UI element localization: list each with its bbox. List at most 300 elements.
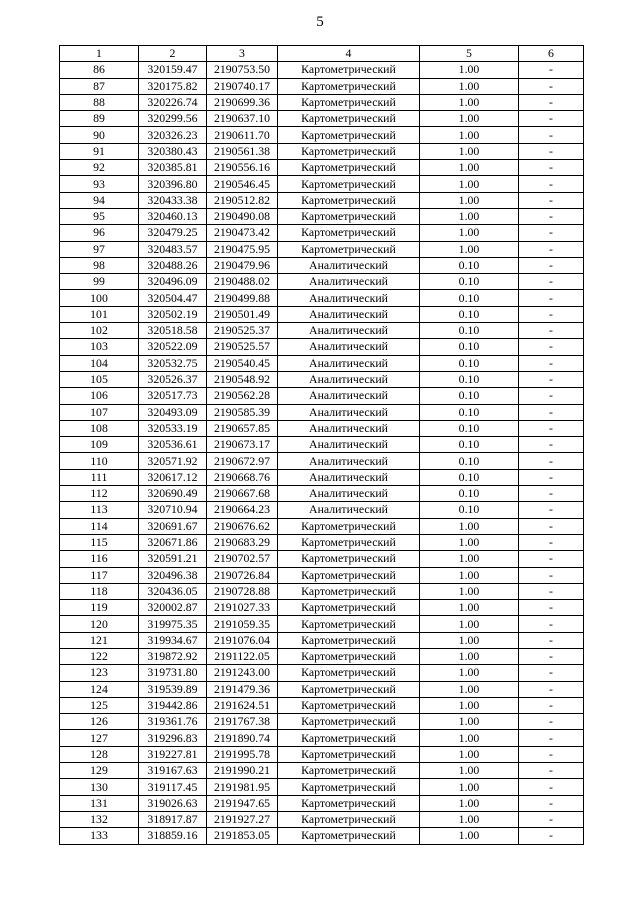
accuracy-cell: 0.10 [420,355,519,371]
accuracy-cell: 1.00 [420,632,519,648]
x-coordinate-cell: 320002.87 [139,600,207,616]
table-row [60,616,584,632]
y-coordinate-cell: 2191990.21 [207,763,278,779]
note-cell: - [519,437,584,453]
note-cell: - [519,779,584,795]
note-cell: - [519,225,584,241]
accuracy-cell: 1.00 [420,795,519,811]
table-row [60,62,584,78]
point-number-cell: 105 [60,371,139,387]
table-row [60,127,584,143]
accuracy-cell: 0.10 [420,437,519,453]
x-coordinate-cell: 320617.12 [139,469,207,485]
table-row [60,420,584,436]
point-number-cell: 86 [60,62,139,78]
accuracy-cell: 0.10 [420,323,519,339]
method-cell: Аналитический [278,437,420,453]
accuracy-cell: 1.00 [420,551,519,567]
note-cell: - [519,746,584,762]
point-number-cell: 126 [60,714,139,730]
accuracy-cell: 1.00 [420,616,519,632]
note-cell: - [519,730,584,746]
table-row [60,795,584,811]
x-coordinate-cell: 320436.05 [139,583,207,599]
note-cell: - [519,828,584,844]
table-row [60,567,584,583]
table-row [60,665,584,681]
x-coordinate-cell: 320299.56 [139,111,207,127]
note-cell: - [519,795,584,811]
x-coordinate-cell: 320496.38 [139,567,207,583]
note-cell: - [519,323,584,339]
column-header: 4 [278,46,420,62]
point-number-cell: 107 [60,404,139,420]
x-coordinate-cell: 320159.47 [139,62,207,78]
point-number-cell: 131 [60,795,139,811]
point-number-cell: 127 [60,730,139,746]
accuracy-cell: 1.00 [420,828,519,844]
x-coordinate-cell: 319361.76 [139,714,207,730]
y-coordinate-cell: 2190664.23 [207,502,278,518]
point-number-cell: 121 [60,632,139,648]
point-number-cell: 106 [60,388,139,404]
table-row [60,241,584,257]
table-row [60,469,584,485]
point-number-cell: 102 [60,323,139,339]
point-number-cell: 87 [60,78,139,94]
y-coordinate-cell: 2191122.05 [207,648,278,664]
accuracy-cell: 1.00 [420,567,519,583]
note-cell: - [519,811,584,827]
accuracy-cell: 0.10 [420,371,519,387]
note-cell: - [519,257,584,273]
x-coordinate-cell: 318859.16 [139,828,207,844]
table-row [60,388,584,404]
method-cell: Аналитический [278,486,420,502]
point-number-cell: 114 [60,518,139,534]
method-cell: Картометрический [278,143,420,159]
note-cell: - [519,632,584,648]
note-cell: - [519,534,584,550]
accuracy-cell: 1.00 [420,648,519,664]
coordinates-table [59,45,584,845]
y-coordinate-cell: 2190488.02 [207,274,278,290]
note-cell: - [519,502,584,518]
point-number-cell: 93 [60,176,139,192]
note-cell: - [519,763,584,779]
note-cell: - [519,274,584,290]
note-cell: - [519,681,584,697]
x-coordinate-cell: 319296.83 [139,730,207,746]
point-number-cell: 133 [60,828,139,844]
x-coordinate-cell: 320504.47 [139,290,207,306]
y-coordinate-cell: 2190637.10 [207,111,278,127]
x-coordinate-cell: 319934.67 [139,632,207,648]
table-row [60,648,584,664]
y-coordinate-cell: 2191479.36 [207,681,278,697]
note-cell: - [519,208,584,224]
point-number-cell: 118 [60,583,139,599]
accuracy-cell: 1.00 [420,665,519,681]
method-cell: Картометрический [278,551,420,567]
point-number-cell: 119 [60,600,139,616]
point-number-cell: 112 [60,486,139,502]
method-cell: Аналитический [278,306,420,322]
accuracy-cell: 0.10 [420,257,519,273]
accuracy-cell: 1.00 [420,714,519,730]
table-row [60,583,584,599]
x-coordinate-cell: 319026.63 [139,795,207,811]
point-number-cell: 97 [60,241,139,257]
table-row [60,763,584,779]
y-coordinate-cell: 2190525.37 [207,323,278,339]
note-cell: - [519,551,584,567]
accuracy-cell: 1.00 [420,730,519,746]
method-cell: Аналитический [278,502,420,518]
x-coordinate-cell: 320518.58 [139,323,207,339]
note-cell: - [519,616,584,632]
x-coordinate-cell: 320526.37 [139,371,207,387]
point-number-cell: 117 [60,567,139,583]
note-cell: - [519,62,584,78]
table-row [60,160,584,176]
y-coordinate-cell: 2190702.57 [207,551,278,567]
y-coordinate-cell: 2191927.27 [207,811,278,827]
y-coordinate-cell: 2190561.38 [207,143,278,159]
accuracy-cell: 0.10 [420,502,519,518]
column-header: 3 [207,46,278,62]
table-row [60,192,584,208]
table-row [60,208,584,224]
x-coordinate-cell: 320433.38 [139,192,207,208]
accuracy-cell: 0.10 [420,388,519,404]
note-cell: - [519,339,584,355]
y-coordinate-cell: 2190683.29 [207,534,278,550]
y-coordinate-cell: 2190726.84 [207,567,278,583]
accuracy-cell: 1.00 [420,779,519,795]
table-row [60,502,584,518]
note-cell: - [519,192,584,208]
note-cell: - [519,404,584,420]
column-header: 2 [139,46,207,62]
y-coordinate-cell: 2190490.08 [207,208,278,224]
column-header: 6 [519,46,584,62]
point-number-cell: 111 [60,469,139,485]
note-cell: - [519,600,584,616]
column-header: 1 [60,46,139,62]
y-coordinate-cell: 2190512.82 [207,192,278,208]
point-number-cell: 104 [60,355,139,371]
y-coordinate-cell: 2191076.04 [207,632,278,648]
x-coordinate-cell: 320522.09 [139,339,207,355]
y-coordinate-cell: 2190753.50 [207,62,278,78]
y-coordinate-cell: 2190525.57 [207,339,278,355]
point-number-cell: 95 [60,208,139,224]
method-cell: Картометрический [278,160,420,176]
method-cell: Картометрический [278,763,420,779]
method-cell: Аналитический [278,371,420,387]
table-row [60,681,584,697]
accuracy-cell: 0.10 [420,486,519,502]
y-coordinate-cell: 2191059.35 [207,616,278,632]
table-row [60,779,584,795]
note-cell: - [519,306,584,322]
y-coordinate-cell: 2191981.95 [207,779,278,795]
x-coordinate-cell: 320326.23 [139,127,207,143]
method-cell: Картометрический [278,225,420,241]
accuracy-cell: 1.00 [420,176,519,192]
table-row [60,746,584,762]
method-cell: Картометрический [278,208,420,224]
note-cell: - [519,518,584,534]
method-cell: Аналитический [278,290,420,306]
table-row [60,371,584,387]
y-coordinate-cell: 2190473.42 [207,225,278,241]
method-cell: Картометрический [278,111,420,127]
method-cell: Аналитический [278,420,420,436]
x-coordinate-cell: 320479.25 [139,225,207,241]
x-coordinate-cell: 320396.80 [139,176,207,192]
y-coordinate-cell: 2190548.92 [207,371,278,387]
method-cell: Картометрический [278,192,420,208]
point-number-cell: 99 [60,274,139,290]
point-number-cell: 96 [60,225,139,241]
note-cell: - [519,371,584,387]
point-number-cell: 92 [60,160,139,176]
point-number-cell: 91 [60,143,139,159]
accuracy-cell: 1.00 [420,208,519,224]
note-cell: - [519,714,584,730]
x-coordinate-cell: 319167.63 [139,763,207,779]
method-cell: Картометрический [278,62,420,78]
point-number-cell: 89 [60,111,139,127]
accuracy-cell: 1.00 [420,111,519,127]
method-cell: Картометрический [278,78,420,94]
method-cell: Картометрический [278,632,420,648]
y-coordinate-cell: 2190546.45 [207,176,278,192]
y-coordinate-cell: 2190668.76 [207,469,278,485]
y-coordinate-cell: 2190728.88 [207,583,278,599]
table-row [60,486,584,502]
x-coordinate-cell: 319975.35 [139,616,207,632]
method-cell: Картометрический [278,600,420,616]
method-cell: Аналитический [278,323,420,339]
y-coordinate-cell: 2190673.17 [207,437,278,453]
note-cell: - [519,469,584,485]
accuracy-cell: 1.00 [420,681,519,697]
x-coordinate-cell: 320671.86 [139,534,207,550]
method-cell: Аналитический [278,404,420,420]
method-cell: Картометрический [278,176,420,192]
table-row [60,453,584,469]
x-coordinate-cell: 320533.19 [139,420,207,436]
point-number-cell: 116 [60,551,139,567]
y-coordinate-cell: 2191890.74 [207,730,278,746]
method-cell: Картометрический [278,127,420,143]
x-coordinate-cell: 320460.13 [139,208,207,224]
y-coordinate-cell: 2190611.70 [207,127,278,143]
accuracy-cell: 0.10 [420,274,519,290]
table-row [60,176,584,192]
method-cell: Аналитический [278,274,420,290]
table-row [60,257,584,273]
y-coordinate-cell: 2190562.28 [207,388,278,404]
point-number-cell: 125 [60,697,139,713]
table-row [60,437,584,453]
note-cell: - [519,355,584,371]
x-coordinate-cell: 320591.21 [139,551,207,567]
point-number-cell: 101 [60,306,139,322]
table-row [60,811,584,827]
note-cell: - [519,453,584,469]
accuracy-cell: 0.10 [420,420,519,436]
y-coordinate-cell: 2191853.05 [207,828,278,844]
accuracy-cell: 0.10 [420,339,519,355]
method-cell: Картометрический [278,94,420,110]
method-cell: Картометрический [278,567,420,583]
accuracy-cell: 1.00 [420,811,519,827]
method-cell: Картометрический [278,534,420,550]
y-coordinate-cell: 2190740.17 [207,78,278,94]
point-number-cell: 129 [60,763,139,779]
table-row [60,225,584,241]
x-coordinate-cell: 320571.92 [139,453,207,469]
table-row [60,355,584,371]
table-row [60,111,584,127]
method-cell: Аналитический [278,469,420,485]
method-cell: Картометрический [278,697,420,713]
x-coordinate-cell: 320502.19 [139,306,207,322]
accuracy-cell: 1.00 [420,600,519,616]
point-number-cell: 130 [60,779,139,795]
x-coordinate-cell: 320536.61 [139,437,207,453]
method-cell: Картометрический [278,828,420,844]
accuracy-cell: 1.00 [420,127,519,143]
table-row [60,730,584,746]
x-coordinate-cell: 319117.45 [139,779,207,795]
note-cell: - [519,697,584,713]
x-coordinate-cell: 320380.43 [139,143,207,159]
method-cell: Картометрический [278,648,420,664]
accuracy-cell: 1.00 [420,241,519,257]
y-coordinate-cell: 2190479.96 [207,257,278,273]
y-coordinate-cell: 2190676.62 [207,518,278,534]
column-header: 5 [420,46,519,62]
method-cell: Аналитический [278,355,420,371]
method-cell: Картометрический [278,583,420,599]
method-cell: Картометрический [278,779,420,795]
y-coordinate-cell: 2190585.39 [207,404,278,420]
x-coordinate-cell: 320226.74 [139,94,207,110]
x-coordinate-cell: 320175.82 [139,78,207,94]
point-number-cell: 103 [60,339,139,355]
method-cell: Картометрический [278,811,420,827]
table-row [60,339,584,355]
table-header-row [60,46,584,62]
x-coordinate-cell: 320691.67 [139,518,207,534]
y-coordinate-cell: 2191027.33 [207,600,278,616]
accuracy-cell: 1.00 [420,160,519,176]
accuracy-cell: 1.00 [420,534,519,550]
table-row [60,404,584,420]
page-number: 5 [316,14,324,30]
method-cell: Картометрический [278,241,420,257]
note-cell: - [519,648,584,664]
y-coordinate-cell: 2191995.78 [207,746,278,762]
point-number-cell: 90 [60,127,139,143]
accuracy-cell: 1.00 [420,192,519,208]
x-coordinate-cell: 320496.09 [139,274,207,290]
method-cell: Картометрический [278,616,420,632]
point-number-cell: 113 [60,502,139,518]
point-number-cell: 122 [60,648,139,664]
note-cell: - [519,94,584,110]
x-coordinate-cell: 318917.87 [139,811,207,827]
method-cell: Аналитический [278,388,420,404]
table-row [60,94,584,110]
x-coordinate-cell: 319442.86 [139,697,207,713]
table-row [60,600,584,616]
table-row [60,714,584,730]
note-cell: - [519,420,584,436]
x-coordinate-cell: 320517.73 [139,388,207,404]
note-cell: - [519,127,584,143]
table-row [60,274,584,290]
method-cell: Картометрический [278,518,420,534]
y-coordinate-cell: 2191947.65 [207,795,278,811]
accuracy-cell: 1.00 [420,78,519,94]
method-cell: Картометрический [278,795,420,811]
point-number-cell: 98 [60,257,139,273]
method-cell: Аналитический [278,257,420,273]
y-coordinate-cell: 2190499.88 [207,290,278,306]
point-number-cell: 128 [60,746,139,762]
y-coordinate-cell: 2190699.36 [207,94,278,110]
table-row [60,534,584,550]
method-cell: Картометрический [278,681,420,697]
note-cell: - [519,176,584,192]
note-cell: - [519,583,584,599]
x-coordinate-cell: 320710.94 [139,502,207,518]
method-cell: Картометрический [278,665,420,681]
accuracy-cell: 0.10 [420,469,519,485]
table-row [60,632,584,648]
note-cell: - [519,241,584,257]
x-coordinate-cell: 319872.92 [139,648,207,664]
note-cell: - [519,143,584,159]
table-row [60,551,584,567]
accuracy-cell: 1.00 [420,583,519,599]
method-cell: Аналитический [278,453,420,469]
table-row [60,323,584,339]
point-number-cell: 124 [60,681,139,697]
y-coordinate-cell: 2190672.97 [207,453,278,469]
x-coordinate-cell: 319539.89 [139,681,207,697]
accuracy-cell: 1.00 [420,143,519,159]
y-coordinate-cell: 2191624.51 [207,697,278,713]
table-row [60,78,584,94]
x-coordinate-cell: 320532.75 [139,355,207,371]
method-cell: Картометрический [278,714,420,730]
note-cell: - [519,486,584,502]
note-cell: - [519,388,584,404]
accuracy-cell: 0.10 [420,404,519,420]
note-cell: - [519,290,584,306]
accuracy-cell: 1.00 [420,94,519,110]
x-coordinate-cell: 319731.80 [139,665,207,681]
method-cell: Аналитический [278,339,420,355]
point-number-cell: 88 [60,94,139,110]
